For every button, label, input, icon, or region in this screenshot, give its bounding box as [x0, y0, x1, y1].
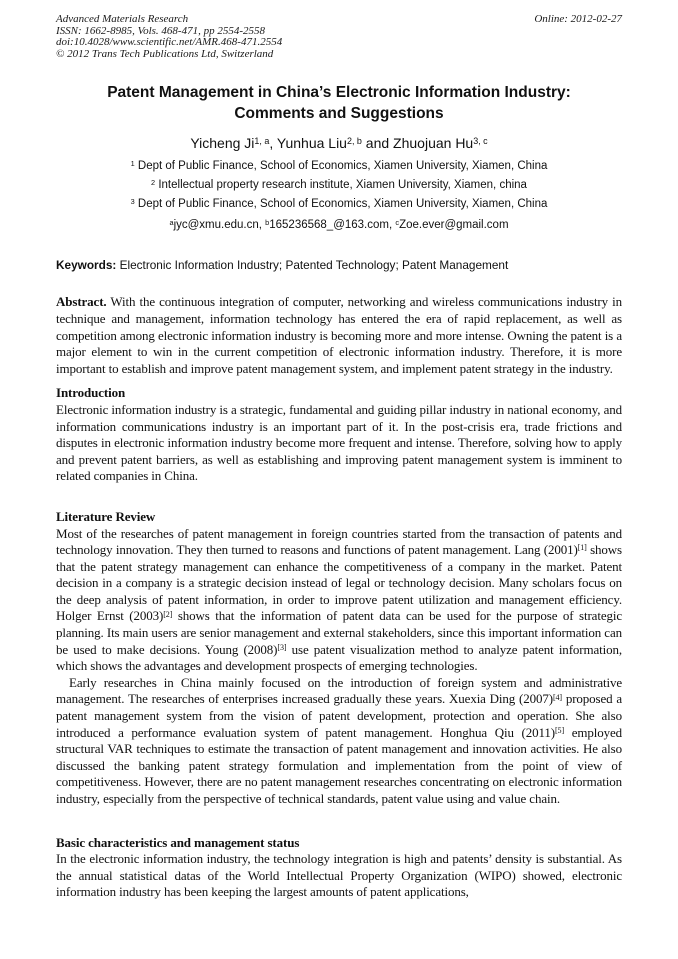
keywords-text: Electronic Information Industry; Patented Technology; Patent Management: [116, 258, 509, 273]
affiliation-text: Intellectual property research institute, Xiamen University, Xiamen, china: [155, 179, 527, 192]
basic-characteristics-heading: Basic characteristics and management status: [56, 834, 300, 850]
literature-review-paragraph-2: [56, 675, 622, 808]
affiliation-text: Dept of Public Finance, School of Economics, Xiamen University, Xiamen, China: [134, 198, 548, 211]
paragraph-text: Most of the researches of patent management in foreign countries started from the transaction of patents and technology innovation. They then turned to reasons and functions of patent management. Lang (2001): [56, 525, 622, 558]
affiliation-superscript: 3: [130, 197, 135, 207]
basic-characteristics-paragraph: In the electronic information industry, the technology integration is high and patents’ density is substantial. As the annual statistical datas of the World Intellectual Property Organization (WIPO) showed, electronic information industry has been keeping the largest amounts of patent applications,: [56, 851, 622, 900]
author-separator: and: [361, 135, 394, 152]
author-name: Zhuojuan Hu: [393, 135, 474, 152]
affiliations: [56, 157, 622, 214]
citation-marker: [5]: [554, 726, 565, 735]
author-name: Yunhua Liu: [276, 135, 347, 152]
paragraph-text: shows that the information of patent data can be used for the purpose of strategic planning. Its main users are senior management and external stakeholders, since this important information can be used to make decisions. Young (2008): [56, 608, 622, 657]
affiliation-superscript: 1: [130, 159, 135, 169]
citation-marker: [4]: [552, 692, 562, 702]
emails-line: [56, 216, 622, 235]
issn-line: ISSN: 1662-8985, Vols. 468-471, pp 2554-2558: [56, 24, 265, 37]
citation-marker: [2]: [163, 609, 173, 619]
section-introduction: [56, 385, 622, 485]
abstract-text: With the continuous integration of computer, networking and wireless communications industry in technique and management, information technology has entered the era of rapid replacement, as well as competition among electronic information industry is becoming more and more intense. Owning the patent is a major element to win in the current competition of electronic information industry. Therefore, it is more important to establish and improve patent management system, and implement patent strategy in the industry.: [56, 294, 622, 376]
affiliation-text: Dept of Public Finance, School of Economics, Xiamen University, Xiamen, China: [134, 160, 548, 173]
authors-line: [56, 133, 622, 153]
email-superscript: b: [265, 218, 270, 228]
journal-name: Advanced Materials Research: [56, 13, 189, 25]
email-address: 165236568_@163.com,: [269, 219, 396, 232]
author-superscript: 2, b: [346, 136, 362, 147]
citation-marker: [1]: [577, 543, 587, 553]
journal-header: [56, 14, 622, 60]
email-superscript: a: [169, 218, 174, 228]
paragraph-text: proposed a patent management system from the vision of patent development, protection and operation. She also introduced a performance evaluation system of patent management. Honghua Qiu (2011): [56, 691, 622, 740]
literature-review-heading: Literature Review: [56, 508, 156, 524]
online-date: Online: 2012-02-27: [534, 13, 622, 25]
citation-marker: [3]: [277, 643, 287, 653]
literature-review-paragraph-1: [56, 526, 622, 675]
email-address: jyc@xmu.edu.cn,: [173, 219, 266, 232]
abstract-paragraph: [56, 294, 622, 377]
paper-title: [56, 82, 622, 124]
keywords-line: [56, 257, 622, 273]
paragraph-text: employed structural VAR techniques to estimate the transaction of patent management and innovation activities. He also discussed the banking patent strategy formulation and implementation from the point of view of competitiveness. However, there are no patent management researches concentrating on electronic information industry, especially from the perspective of technical standards, patent value using and value chain.: [56, 724, 623, 806]
section-basic-characteristics: [56, 835, 622, 901]
doi-line: doi:10.4028/www.scientific.net/AMR.468-471.2554: [56, 36, 283, 49]
author-name: Yicheng Ji: [190, 135, 255, 152]
affiliation-line: [56, 195, 622, 214]
paper-title-line-1: Patent Management in China’s Electronic Information Industry:: [107, 84, 571, 102]
journal-info-block: [56, 14, 282, 60]
email-address: Zoe.ever@gmail.com: [399, 219, 509, 232]
author-superscript: 1, a: [254, 136, 270, 147]
paragraph-text: shows that the patent strategy management can enhance the competitiveness of a company in the market. Patent decision in a company is a strategic decision instead of legal or technology decision. Many scholars focus on the deep analysis of patent information, in order to improve patent utilization and management efficiency. Holger Ernst (2003): [56, 542, 622, 624]
author-superscript: 3, c: [473, 136, 488, 147]
abstract-label: Abstract.: [56, 294, 107, 310]
affiliation-superscript: 2: [151, 178, 156, 188]
email-superscript: c: [395, 218, 400, 228]
introduction-heading: Introduction: [56, 385, 126, 401]
section-literature-review: [56, 509, 622, 808]
copyright-line: © 2012 Trans Tech Publications Ltd, Switzerland: [56, 47, 274, 60]
affiliation-line: [56, 176, 622, 195]
keywords-label: Keywords:: [56, 258, 117, 273]
introduction-paragraph: Electronic information industry is a strategic, fundamental and guiding pillar industry in national economy, and information communications industry is an important part of it. In the post-crisis era, trade frictions and disputes in electronic information industry become more frequent and intense. Therefore, solving how to apply and prevent patent barriers, as well as establishing and improving patent management system is imminent to related companies in China.: [56, 401, 622, 484]
paragraph-text: Early researches in China mainly focused on the introduction of foreign system and administrative management. The researches of enterprises increased gradually these years. Xuexia Ding (2007): [56, 674, 622, 707]
paragraph-text: use patent visualization method to analyze patent information, which shows the advantages and development prospects of emerging technologies.: [56, 641, 623, 674]
author-separator: ,: [269, 135, 277, 152]
paper-title-line-2: Comments and Suggestions: [234, 105, 444, 123]
affiliation-line: [56, 157, 622, 176]
